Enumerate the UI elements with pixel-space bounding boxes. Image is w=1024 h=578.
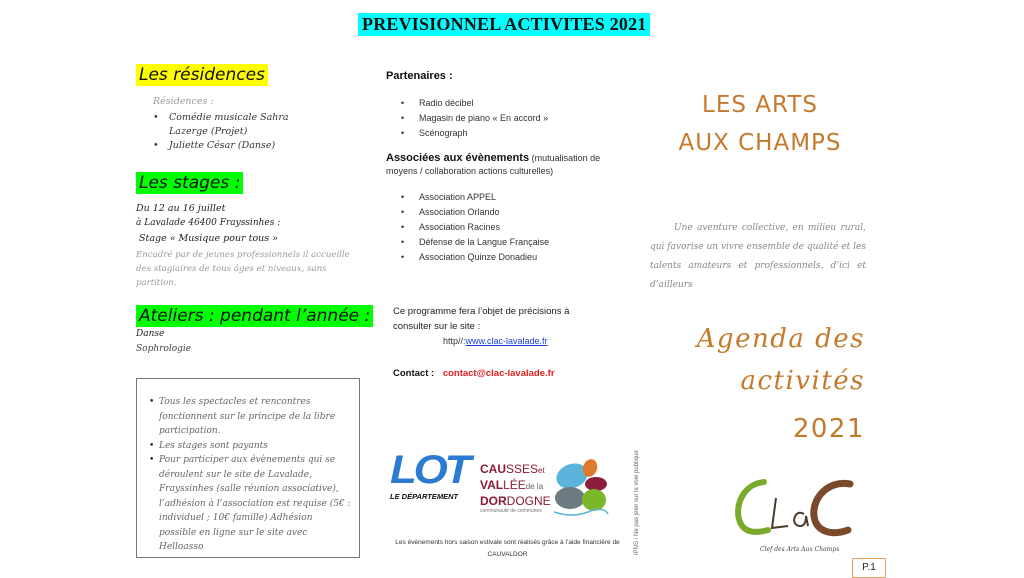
list-item: • Comédie musicale Sahra Lazerge (Projet) <box>153 111 303 139</box>
agenda-year: 2021 <box>792 414 865 444</box>
associees-heading: Associées aux évènements <box>386 152 530 164</box>
logo-text: et <box>538 466 545 475</box>
logo-text: DOGNE <box>506 494 551 508</box>
lot-departement-logo <box>390 450 470 501</box>
ipns-vertical-note: IPNS / Ne pas jeter sur la voie publique <box>634 450 640 555</box>
residences-intro: Résidences : <box>153 96 214 107</box>
partenaires-list <box>386 96 606 141</box>
programme-url-line <box>443 336 548 346</box>
lot-logo-subtitle: LE DÉPARTEMENT <box>390 492 459 501</box>
residences-list <box>153 111 303 153</box>
brand-line-2: AUX CHAMPS <box>678 130 842 156</box>
atelier-item: Danse <box>136 329 165 339</box>
list-item: • Association Racines <box>386 220 606 235</box>
partenaires-heading: Partenaires : <box>386 70 453 82</box>
url-prefix: http//: <box>443 336 466 346</box>
atelier-item: Sophrologie <box>136 344 192 354</box>
agenda-line-1: Agenda des <box>696 324 865 354</box>
stages-date: Du 12 au 16 juillet <box>136 203 226 214</box>
list-item: • Association Quinze Donadieu <box>386 250 606 265</box>
stages-heading: Les stages : <box>136 172 243 194</box>
associees-subheading: (mutualisation de moyens / collaboration actions culturelles) <box>386 153 601 176</box>
contact-label: Contact : <box>393 368 435 379</box>
stages-description: Encadré par de jeunes professionnels il accueille des stagiaires de tous âges et niveaux, sans partition. <box>136 250 350 288</box>
associees-list <box>386 190 606 265</box>
agenda-line-2: activités <box>740 366 865 396</box>
list-item: • Pour participer aux évènements qui se déroulent sur le site de Lavalade, Frayssinhes (salle réunion associative), l’adhésion à l’association est requise (5€ : individuel ; 10€ famille) Adhésion possible en ligne sur le site avec Helloasso <box>149 453 351 555</box>
info-box <box>136 378 360 558</box>
stages-name: Stage « Musique pour tous » <box>139 233 278 244</box>
clac-logo-subtitle: Clef des Arts Aux Champs <box>760 546 840 553</box>
funding-note: Les évènements hors saison estivale sont réalisés grâce à l’aide financière de CAUVALDOR <box>395 539 620 558</box>
list-item: • Association Orlando <box>386 205 606 220</box>
logo-text: de la <box>525 482 544 491</box>
list-item: • Scénograph <box>386 126 606 141</box>
document-title: PREVISIONNEL ACTIVITES 2021 <box>358 13 650 36</box>
list-item: • Magasin de piano « En accord » <box>386 111 606 126</box>
list-item: • Juliette César (Danse) <box>153 139 303 153</box>
programme-text: Ce programme fera l’objet de précisions à consulter sur le site : <box>393 306 570 332</box>
list-item: • Radio décibel <box>386 96 606 111</box>
brand-line-1: LES ARTS <box>702 92 818 118</box>
lot-logo-text: LOT <box>390 448 469 492</box>
contact-email-link[interactable]: contact@clac-lavalade.fr <box>442 368 555 379</box>
logo-subtitle: communauté de communes <box>480 508 542 514</box>
stages-place: à Lavalade 46400 Frayssinhes : <box>136 218 281 228</box>
logo-text: CAU <box>480 462 506 476</box>
list-item: • Défense de la Langue Française <box>386 235 606 250</box>
list-item: • Tous les spectacles et rencontres fonctionnent sur le principe de la libre participation. <box>149 395 351 439</box>
brand-name <box>650 86 870 162</box>
pebbles-logo-icon <box>552 456 610 518</box>
clac-logo-icon <box>732 478 862 544</box>
ateliers-heading: Ateliers : pendant l’année : <box>136 305 373 327</box>
logo-text: DOR <box>480 494 507 508</box>
cauvaldor-logo <box>480 462 551 515</box>
associees-block <box>386 152 616 178</box>
logo-text: VAL <box>480 478 504 492</box>
list-item: • Association APPEL <box>386 190 606 205</box>
logo-text: LÉE <box>503 478 526 492</box>
page-number: P.1 <box>852 558 886 578</box>
residences-heading: Les résidences <box>136 64 268 86</box>
cover-tagline: Une aventure collective, en milieu rural, qui favorise un vivre ensemble de qualité et les talents amateurs et professionnels, d’ici et d’ailleurs <box>650 223 866 290</box>
agenda-title <box>660 318 865 450</box>
website-link[interactable]: www.clac-lavalade.fr <box>465 336 548 346</box>
contact-line <box>393 368 555 379</box>
logo-text: SSES <box>506 462 539 476</box>
list-item: • Les stages sont payants <box>149 439 351 454</box>
